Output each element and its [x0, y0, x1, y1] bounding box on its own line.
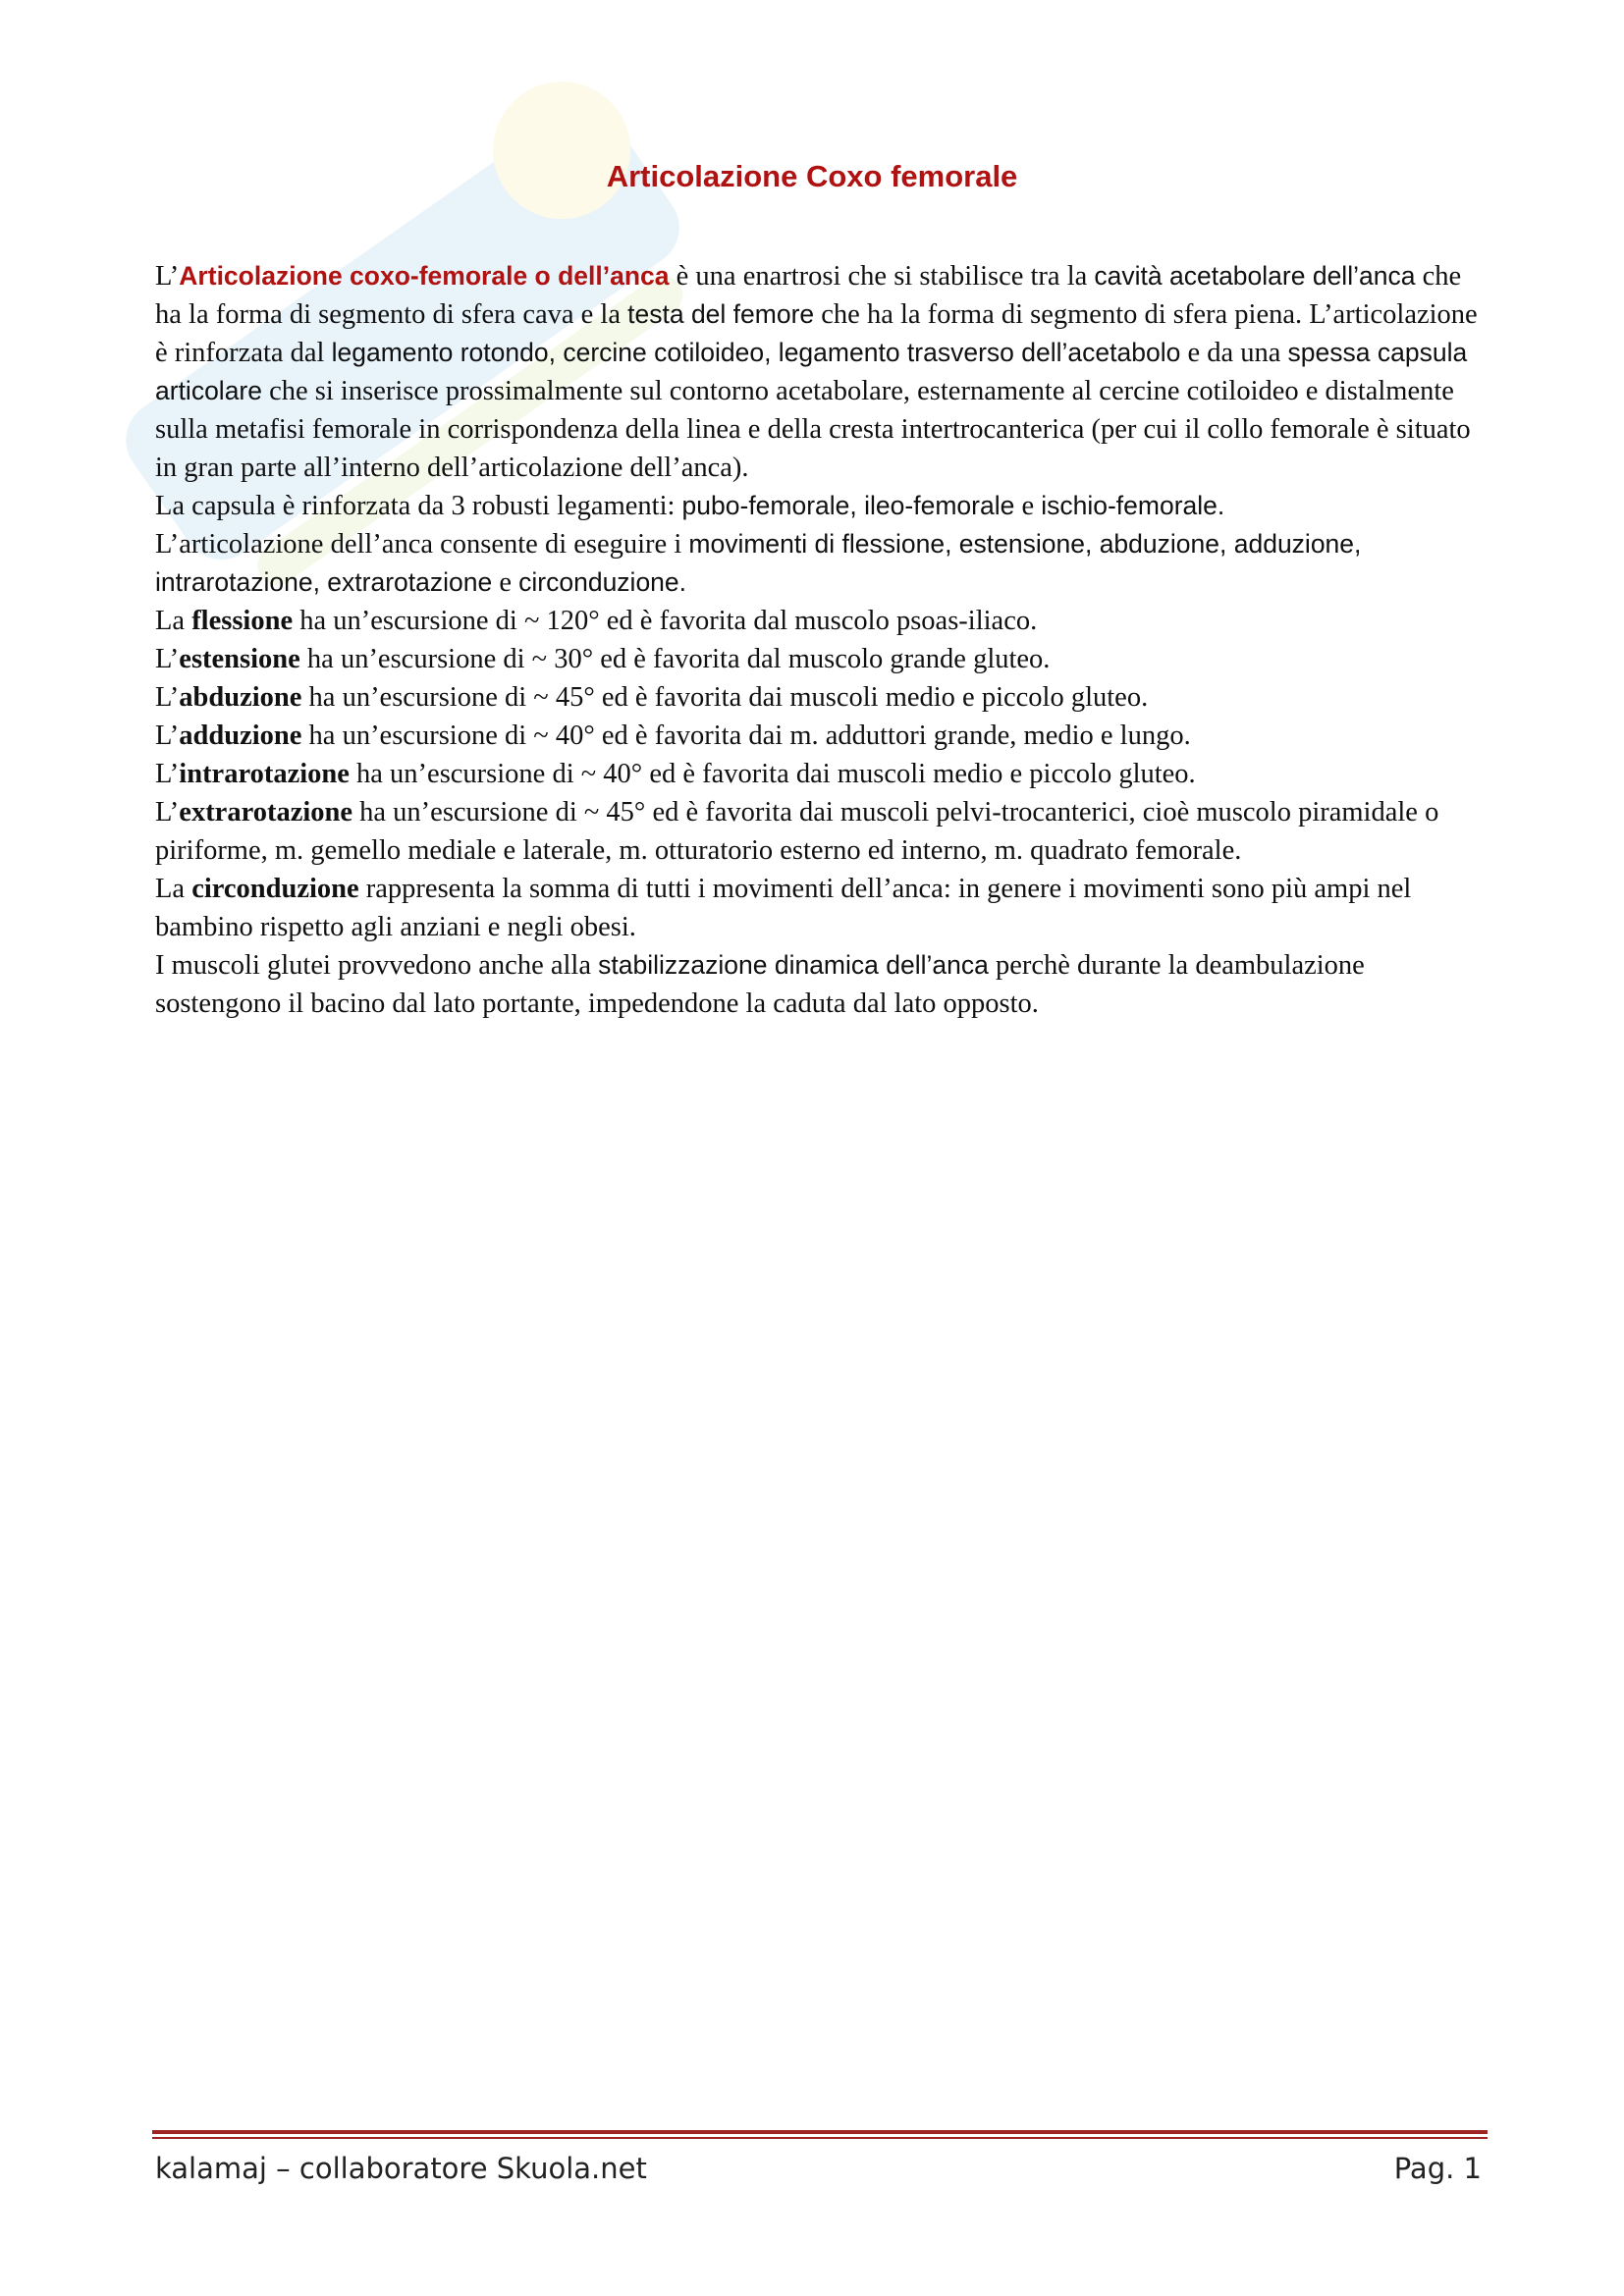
page-number: Pag. 1 — [1393, 2152, 1482, 2185]
page-title: Articolazione Coxo femorale — [606, 159, 1018, 193]
document-body — [155, 257, 1490, 1023]
term-abduzione: abduzione — [179, 682, 302, 713]
text-segment: L’ — [155, 721, 180, 751]
text-segment: L’ — [155, 759, 180, 789]
glutei-paragraph — [155, 946, 1490, 1023]
text-segment: ha un’escursione di ~ 40° ed è favorita dai muscoli medio e piccolo gluteo. — [349, 759, 1196, 789]
term-movimenti: movimenti di flessione, estensione, abduzione, adduzione, intrarotazione, extrarotazione — [155, 529, 1362, 597]
movimenti-paragraph — [155, 525, 1490, 602]
text-segment: che ha la forma di segmento di sfera piena. L’articolazione è rinforzata dal — [155, 299, 1478, 368]
text-segment: La — [155, 606, 192, 636]
footer-divider — [152, 2130, 1488, 2134]
text-segment: e — [492, 567, 519, 598]
footer-divider-thin — [152, 2137, 1488, 2139]
text-segment: è una enartrosi che si stabilisce tra la — [669, 261, 1095, 292]
footer-author: kalamaj – collaboratore Skuola.net — [155, 2152, 647, 2185]
text-segment: che ha la forma di segmento di sfera cava e la — [155, 261, 1462, 330]
text-segment: L’ — [155, 261, 180, 292]
text-segment: ha un’escursione di ~ 40° ed è favorita dai m. adduttori grande, medio e lungo. — [301, 721, 1191, 751]
term-adduzione: adduzione — [179, 721, 302, 751]
text-segment: La — [155, 874, 192, 904]
term-testa-femore: testa del femore — [627, 299, 815, 329]
term-pubo-ileo: pubo-femorale, ileo-femorale — [681, 491, 1015, 520]
text-segment: perchè durante la deambulazione sostengono il bacino dal lato portante, impedendone la caduta dal lato opposto. — [155, 950, 1365, 1019]
flessione-line — [155, 602, 1490, 640]
text-segment: L’ — [155, 644, 180, 674]
term-intrarotazione: intrarotazione — [179, 759, 350, 789]
term-flessione: flessione — [191, 606, 294, 636]
term-extrarotazione: extrarotazione — [179, 797, 353, 828]
extrarotazione-line — [155, 793, 1490, 870]
text-segment: ha un’escursione di ~ 30° ed è favorita dal muscolo grande gluteo. — [299, 644, 1051, 674]
term-cavita: cavità acetabolare dell’anca — [1094, 261, 1416, 291]
term-legamenti: legamento rotondo, cercine cotiloideo, legamento trasverso dell’acetabolo — [331, 338, 1181, 367]
adduzione-line — [155, 717, 1490, 755]
text-segment: rappresenta la somma di tutti i movimenti dell’anca: in genere i movimenti sono più ampi nel bambino rispetto agli anziani e negli obesi. — [155, 874, 1412, 942]
term-capsula: spessa capsula articolare — [155, 338, 1468, 405]
text-segment: La capsula è rinforzata da 3 robusti legamenti: — [155, 491, 682, 521]
text-segment: L’ — [155, 682, 180, 713]
abduzione-line — [155, 678, 1490, 717]
term-circonduzione: circonduzione. — [518, 567, 687, 597]
text-segment: ha un’escursione di ~ 45° ed è favorita dai muscoli medio e piccolo gluteo. — [301, 682, 1149, 713]
text-segment: e da una — [1180, 338, 1288, 368]
capsula-paragraph — [155, 487, 1490, 525]
text-segment: che si inserisce prossimalmente sul contorno acetabolare, esternamente al cercine cotiloideo e distalmente sulla metafisi femorale in corrispondenza della linea e della cresta intertrocanterica (per cui il collo femorale è situato in gran parte all’interno dell’articolazione dell’anca). — [155, 376, 1471, 483]
term-ischio: ischio-femorale. — [1041, 491, 1225, 520]
estensione-line — [155, 640, 1490, 678]
text-segment: ha un’escursione di ~ 45° ed è favorita dai muscoli pelvi-trocanterici, cioè muscolo piramidale o piriforme, m. gemello mediale e laterale, m. otturatorio esterno ed interno, m. quadrato femorale. — [155, 797, 1439, 866]
text-segment: L’ — [155, 797, 180, 828]
text-segment: I muscoli glutei provvedono anche alla — [155, 950, 599, 981]
term-stabilizzazione: stabilizzazione dinamica dell’anca — [598, 950, 989, 980]
text-segment: ha un’escursione di ~ 120° ed è favorita dal muscolo psoas-iliaco. — [293, 606, 1038, 636]
term-circonduzione-bold: circonduzione — [191, 874, 359, 904]
circonduzione-line — [155, 870, 1490, 946]
term-articolazione: Articolazione coxo-femorale o dell’anca — [179, 261, 670, 291]
text-segment: L’articolazione dell’anca consente di eseguire i — [155, 529, 689, 560]
intro-paragraph — [155, 257, 1490, 487]
term-estensione: estensione — [179, 644, 300, 674]
text-segment: e — [1014, 491, 1042, 521]
intrarotazione-line — [155, 755, 1490, 793]
